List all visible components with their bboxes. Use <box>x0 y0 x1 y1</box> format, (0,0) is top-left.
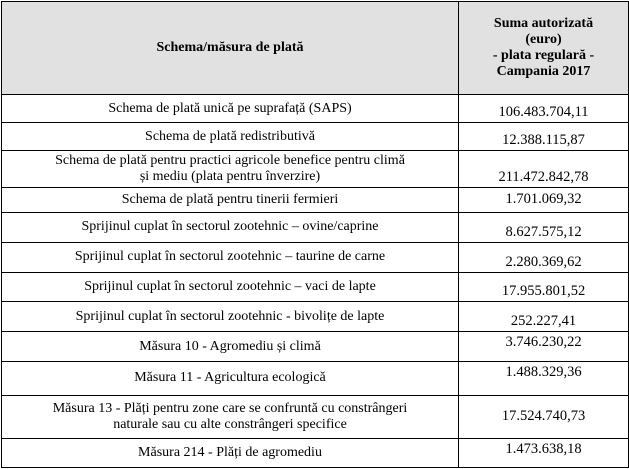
amount-cell: 1.488.329,36 <box>459 362 629 395</box>
table-row <box>2 272 629 301</box>
scheme-cell: Sprijinul cuplat în sectorul zootehnic – vaci de lapte <box>2 272 459 301</box>
scheme-cell: Sprijinul cuplat în sectorul zootehnic – ovine/caprine <box>2 212 459 242</box>
table-row <box>2 95 629 123</box>
scheme-cell: Sprijinul cuplat în sectorul zootehnic - bivolițe de lapte <box>2 302 459 332</box>
scheme-line: Măsura 13 - Plăți pentru zone care se confruntă cu constrângeri <box>52 400 408 416</box>
scheme-cell: Măsura 10 - Agromediu și climă <box>2 332 459 362</box>
amount-cell: 17.955.801,52 <box>459 272 629 301</box>
amount-cell: 106.483.704,11 <box>459 95 629 123</box>
amount-cell: 211.472.842,78 <box>459 151 629 188</box>
payments-table <box>1 1 629 468</box>
scheme-line: Schema de plată pentru practici agricole benefice pentru climă <box>55 153 405 169</box>
amount-cell: 2.280.369,62 <box>459 242 629 272</box>
scheme-cell: Schema de plată redistributivă <box>2 123 459 151</box>
scheme-cell <box>2 151 459 188</box>
amount-cell: 12.388.115,87 <box>459 123 629 151</box>
scheme-line: și mediu (plata pentru înverzire) <box>139 169 321 185</box>
scheme-cell: Schema de plată unică pe suprafață (SAPS) <box>2 95 459 123</box>
table-row <box>2 151 629 188</box>
table-row <box>2 212 629 242</box>
header-amount-line: - plata regulară - <box>492 48 595 63</box>
amount-cell: 17.524.740,73 <box>459 395 629 438</box>
header-amount-line: Suma autorizată <box>493 16 594 31</box>
scheme-line: naturale sau cu alte constrângeri specifice <box>113 416 347 432</box>
table-row <box>2 123 629 151</box>
amount-cell: 3.746.230,22 <box>459 332 629 362</box>
table-row <box>2 362 629 395</box>
header-amount <box>459 2 629 95</box>
scheme-cell: Sprijinul cuplat în sectorul zootehnic – taurine de carne <box>2 242 459 272</box>
table-row <box>2 395 629 438</box>
header-amount-line: Campania 2017 <box>496 64 591 79</box>
scheme-cell: Schema de plată pentru tinerii fermieri <box>2 188 459 212</box>
table-row <box>2 302 629 332</box>
header-row <box>2 2 629 95</box>
scheme-cell: Măsura 214 - Plăți de agromediu <box>2 438 459 467</box>
header-scheme: Schema/măsura de plată <box>2 2 459 95</box>
amount-cell: 252.227,41 <box>459 302 629 332</box>
table-row <box>2 438 629 467</box>
scheme-cell: Măsura 11 - Agricultura ecologică <box>2 362 459 395</box>
table-row <box>2 332 629 362</box>
amount-cell: 1.701.069,32 <box>459 188 629 212</box>
amount-cell: 1.473.638,18 <box>459 438 629 467</box>
scheme-cell <box>2 395 459 438</box>
table-row <box>2 188 629 212</box>
amount-cell: 8.627.575,12 <box>459 212 629 242</box>
table-row <box>2 242 629 272</box>
header-amount-line: (euro) <box>525 32 562 47</box>
